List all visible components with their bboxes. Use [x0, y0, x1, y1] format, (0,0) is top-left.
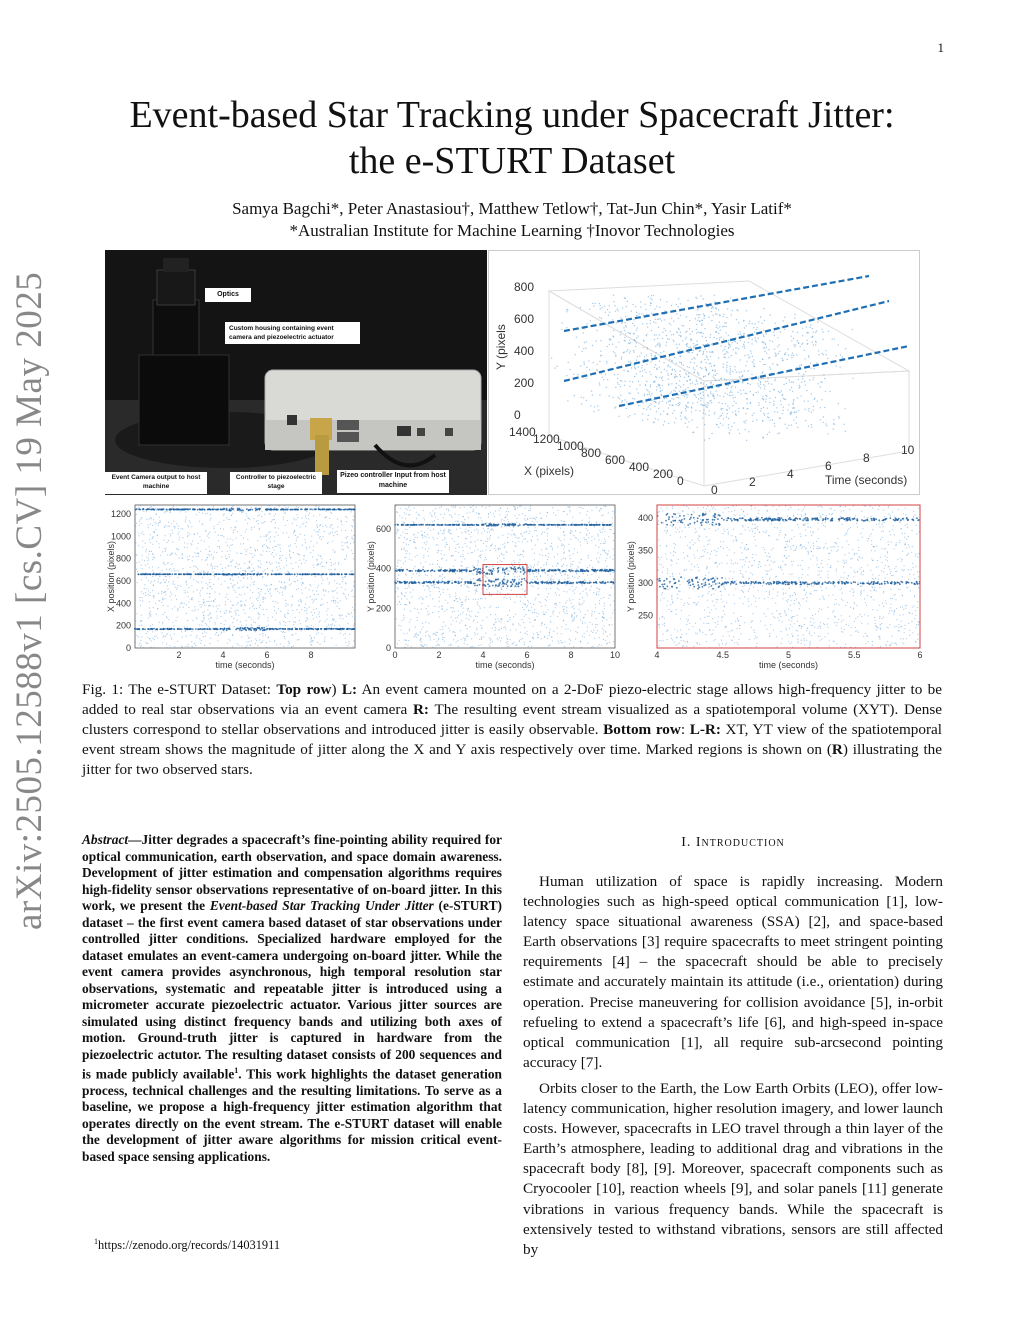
- yt-plot-svg: [365, 500, 620, 670]
- abstract-text: (e-STURT) dataset – the first event camera based dataset of star observations under controlled jitter conditions. Specialized hardware employed for the dataset emulates an event-camera undergoing on-board jitter. While the event camera provides asynchronous, high temporal resolution star observations, systematic and repeatable jitter is introduced using a micrometer accurate piezoelectric actuator. Various jitter sources are simulated using distinct frequency bands and utilizing both axes of motion. Ground-truth jitter is captured in hardware from the piezoelectric actutor. The resulting dataset consists of 200 sequences and is made publicly available: [82, 898, 502, 1082]
- p3d-xlabel: X (pixels): [524, 464, 575, 478]
- x-tick-label: 4: [220, 650, 226, 660]
- page-number: 1: [937, 40, 944, 55]
- footnote-url[interactable]: https://zenodo.org/records/14031911: [98, 1238, 281, 1253]
- p3d-ttick: 4: [787, 467, 794, 481]
- x-tick-label: 6: [917, 650, 923, 660]
- paper-title: [0, 92, 1024, 184]
- x-axis-label: time (seconds): [215, 660, 275, 670]
- y-tick-label: 400: [637, 513, 653, 523]
- abstract-lead: Abstract: [82, 832, 129, 847]
- y-tick-label: 0: [125, 643, 131, 653]
- x-tick-label: 5: [785, 650, 792, 660]
- caption-fig-label: Fig. 1: The e-STURT Dataset:: [82, 681, 277, 698]
- label-housing: Custom housing containing event camera and piezoelectric actuator: [225, 322, 360, 344]
- p3d-ytick: 400: [514, 344, 535, 358]
- y-tick-label: 200: [115, 620, 131, 631]
- x-axis-label: time (seconds): [758, 660, 819, 670]
- yt-plot: [365, 500, 620, 670]
- label-camera-output: Event Camera output to host machine: [105, 472, 207, 494]
- p3d-xtick: 400: [629, 460, 650, 474]
- figure-caption: [82, 680, 942, 780]
- abstract-footmark: 1: [234, 1066, 239, 1075]
- x-tick-label: 6: [264, 650, 270, 660]
- caption-text: :: [680, 721, 690, 738]
- p3d-tlabel: Time (seconds): [825, 473, 908, 487]
- title-line-1: Event-based Star Tracking under Spacecraft Jitter:: [129, 94, 895, 136]
- p3d-ttick: 6: [825, 459, 832, 473]
- intro-paragraph-1: Human utilization of space is rapidly increasing. Modern technologies such as high-speed optical communication [1], low-latency space situational awareness (SSA) [2], and space-based Earth observations [3] require spacecrafts to meet stringent pointing requirements [4] – the spacecraft should be able to precisely estimate and accurately maintain its attitude (i.e., orientation) during operation. Precise maneuvering for collision avoidance [5], in-orbit refueling to extend a spacecraft’s life [6], and high-speed in-space optical communication [1], all require sub-arcsecond pointing accuracy [7].: [523, 873, 943, 1071]
- section-heading: I. Introduction: [681, 835, 785, 850]
- title-line-2: the e-STURT Dataset: [348, 140, 676, 182]
- caption-bottom-row: Bottom row: [603, 721, 681, 738]
- arxiv-stamp: arXiv:2505.12588v1 [cs.CV] 19 May 2025: [9, 271, 50, 930]
- footnote: [94, 1237, 280, 1253]
- p3d-xtick: 0: [677, 474, 684, 488]
- p3d-ttick: 2: [749, 475, 756, 489]
- x-tick-label: 6: [524, 650, 530, 660]
- footnote-mark: 1: [94, 1237, 98, 1246]
- plot-frame: [657, 505, 920, 648]
- y-tick-label: 350: [637, 545, 653, 556]
- y-axis-label: X position (pixels): [106, 540, 116, 613]
- caption-text: The resulting event stream visualized as a spatiotemporal volume (XYT). Dense clusters correspond to stellar observations and introduced jitter is easily observable.: [82, 701, 942, 738]
- caption-L: L:: [341, 681, 358, 698]
- y-tick-label: 1000: [110, 531, 131, 542]
- p3d-xtick: 1200: [533, 432, 560, 446]
- p3d-ylabel: Y (pixels: [494, 324, 508, 370]
- authors-line: Samya Bagchi*, Peter Anastasiou†, Matthew Tetlow†, Tat-Jun Chin*, Yasir Latif*: [232, 199, 792, 218]
- p3d-ytick: 600: [514, 312, 535, 326]
- y-tick-label: 0: [385, 643, 391, 653]
- y-axis-label: Y position (pixels): [626, 541, 636, 612]
- p3d-xtick: 600: [605, 453, 626, 467]
- introduction-body: [523, 872, 943, 1260]
- spatiotemporal-volume-svg: [489, 251, 919, 494]
- x-tick-label: 2: [176, 650, 182, 660]
- authors-block: [0, 198, 1024, 242]
- label-controller: Controller to piezoelectric stage: [230, 472, 322, 494]
- p3d-ytick: 0: [514, 408, 521, 422]
- p3d-ttick: 0: [711, 483, 718, 494]
- star-streak-0: [564, 301, 889, 381]
- abstract: [82, 832, 502, 1165]
- caption-text: ) illustrating the jitter for two observed stars.: [82, 741, 943, 778]
- xt-plot-svg: [105, 500, 360, 670]
- y-axis-label: Y position (pixels): [366, 541, 376, 612]
- x-tick-label: 8: [308, 650, 314, 660]
- p3d-ytick: 800: [514, 280, 535, 294]
- label-pizeo-input: Pizeo controller Input from host machine: [337, 470, 449, 493]
- abstract-text: . This work highlights the dataset generation process, technical challenges and the resulting limitations. To serve as a baseline, we propose a high-frequency jitter estimation algorithm that operates directly on the event stream. The e-STURT dataset will enable the development of jitter aware algorithms for mission critical event-based space sensing applications.: [82, 1066, 502, 1164]
- abstract-text: —Jitter degrades a spacecraft’s fine-pointing ability required for optical communication, earth observation, and space domain awareness. Development of jitter estimation and compensation algorithms requires high-fidelity sensor observations representative of on-board jitter. In this work, we present the: [82, 832, 502, 913]
- p3d-xtick: 1400: [509, 425, 536, 439]
- caption-LR: L-R:: [689, 721, 721, 738]
- x-tick-label: 4.5: [716, 650, 730, 660]
- y-tick-label: 400: [115, 598, 131, 609]
- y-tick-label: 1200: [110, 508, 131, 519]
- x-tick-label: 8: [568, 650, 574, 660]
- y-tick-label: 400: [375, 563, 391, 574]
- hardware-photo: [105, 250, 487, 495]
- x-tick-label: 0: [392, 650, 398, 660]
- p3d-xtick: 800: [581, 446, 602, 460]
- spatiotemporal-volume-plot: [488, 250, 920, 495]
- p3d-ytick: 200: [514, 376, 535, 390]
- x-tick-label: 10: [609, 650, 620, 660]
- x-tick-label: 4: [480, 650, 486, 660]
- x-tick-label: 5.5: [847, 650, 861, 660]
- y-tick-label: 600: [115, 575, 131, 586]
- caption-top-row: Top row: [276, 681, 332, 698]
- y-tick-label: 800: [115, 553, 131, 564]
- hardware-photo-image: [105, 250, 487, 495]
- label-optics: Optics: [205, 288, 251, 302]
- p3d-ttick: 8: [863, 451, 870, 465]
- y-tick-label: 250: [637, 610, 653, 621]
- affiliations-line: *Australian Institute for Machine Learning †Inovor Technologies: [289, 221, 735, 240]
- caption-text: An event camera mounted on a 2-DoF piezo-electric stage allows high-frequency jitter to be added to real star observations via an event camera: [82, 681, 942, 718]
- x-axis-label: time (seconds): [475, 660, 535, 670]
- p3d-ttick: 10: [901, 443, 915, 457]
- p3d-xtick: 1000: [557, 439, 584, 453]
- star-streak-1: [619, 346, 909, 406]
- xt-plot: [105, 500, 360, 670]
- p3d-xtick: 200: [653, 467, 674, 481]
- caption-text: ): [331, 681, 342, 698]
- yt-zoom-plot: [625, 500, 925, 670]
- x-tick-label: 2: [436, 650, 442, 660]
- y-tick-label: 600: [375, 523, 391, 534]
- y-tick-label: 300: [637, 578, 653, 588]
- intro-paragraph-2: Orbits closer to the Earth, the Low Earth Orbits (LEO), offer low-latency communication, higher resolution imagery, and lower launch costs. However, spacecrafts in LEO travel through a thin layer of the Earth’s atmosphere, leading to additional drag and vibrations in the spacecraft body [8], [9]. Moreover, spacecraft components such as Cryocooler [10], reaction wheels [9], and solar panels [11] generate vibrations in various frequency bands. While the spacecraft is extensively tested to withstand vibrations, sensors are still affected by: [523, 1079, 943, 1258]
- yt-zoom-plot-svg: [625, 500, 925, 670]
- y-tick-label: 200: [375, 603, 391, 614]
- caption-R2: R: [831, 741, 843, 758]
- abstract-dataset-name: Event-based Star Tracking Under Jitter: [209, 898, 434, 913]
- x-tick-label: 4: [654, 650, 660, 660]
- caption-text: XT, YT view of the spatiotemporal event stream shows the magnitude of jitter along the X and Y axis respectively over time. Marked regions is shown on (: [82, 721, 942, 758]
- caption-R: R:: [412, 701, 429, 718]
